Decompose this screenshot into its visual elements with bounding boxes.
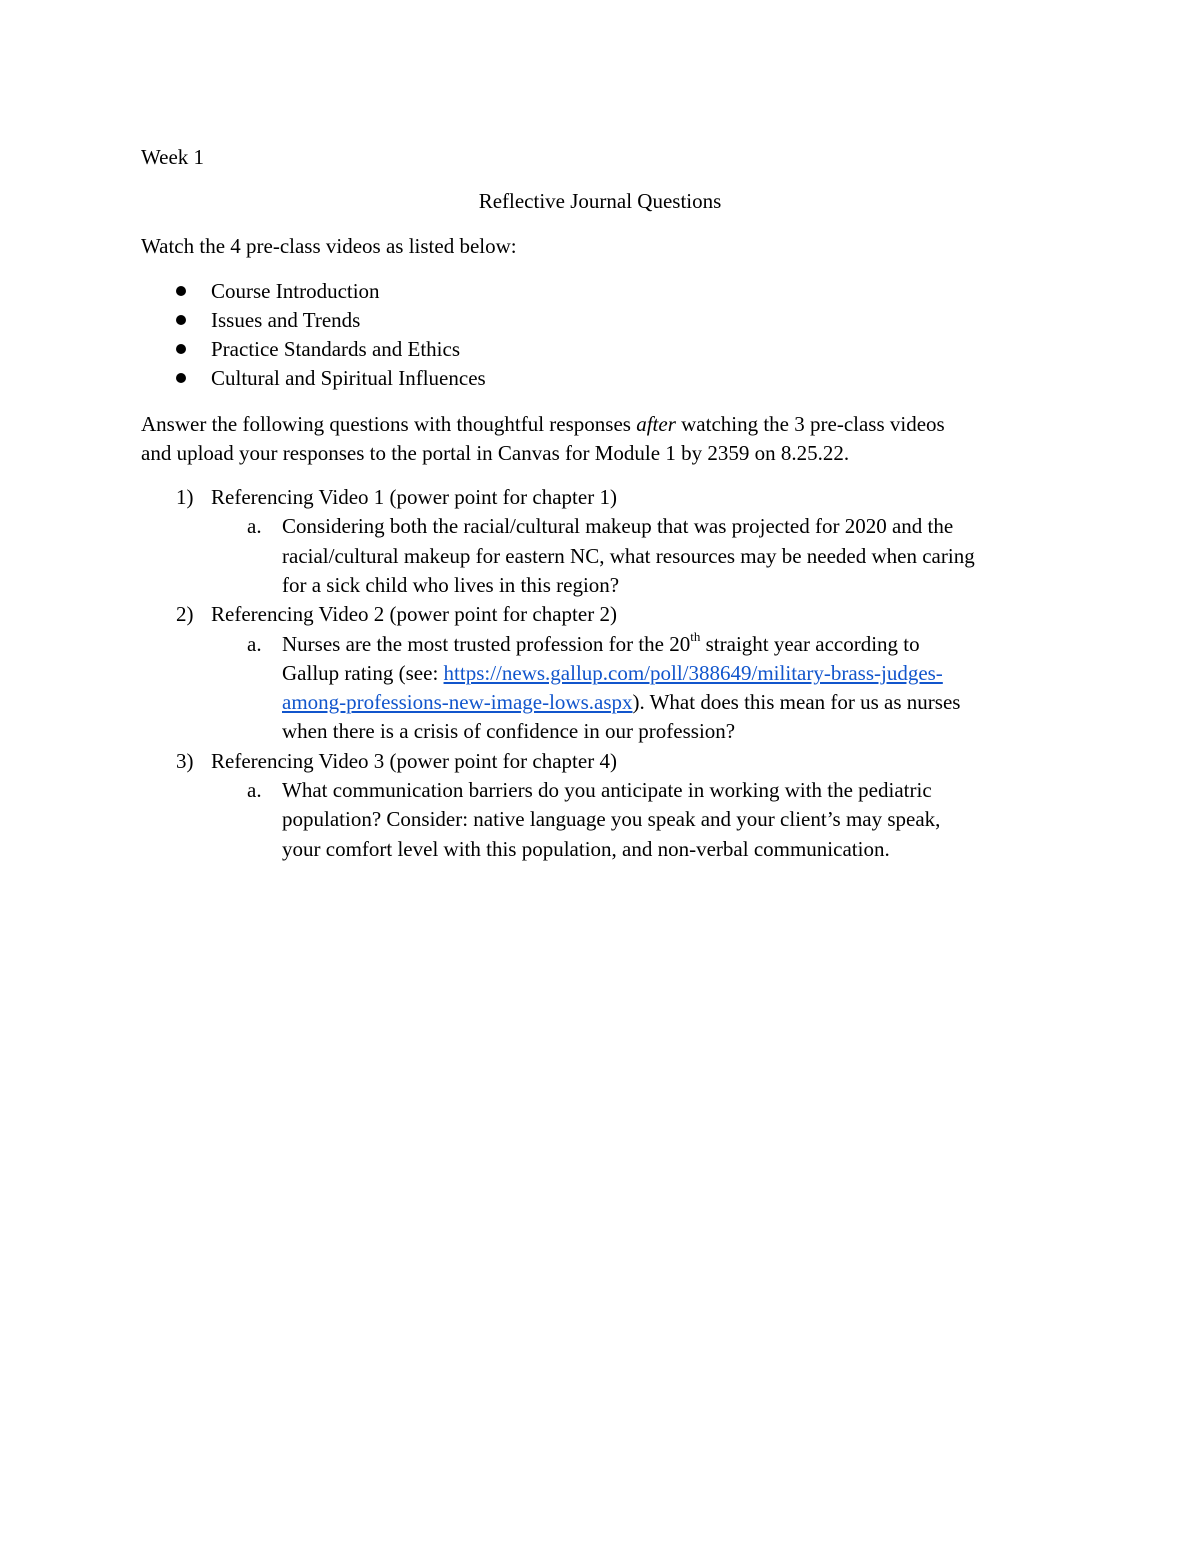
instructions-emphasis: after xyxy=(636,412,676,436)
sub-question-line: What communication barriers do you anticipate in working with the pediatric xyxy=(282,778,932,802)
intro-text: Watch the 4 pre-class videos as listed below: xyxy=(141,234,517,258)
bullet-icon xyxy=(176,286,186,296)
sub-question-line xyxy=(282,631,920,657)
sub-question-text: ). What does this mean for us as nurses xyxy=(632,690,961,714)
list-item: Practice Standards and Ethics xyxy=(211,337,461,361)
list-item: Course Introduction xyxy=(211,279,380,303)
question-number: 2) xyxy=(176,602,194,626)
sub-question-line: population? Consider: native language you speak and your client’s may speak, xyxy=(282,807,941,831)
instructions-text: Answer the following questions with thoughtful responses xyxy=(141,412,637,436)
sub-question-line: racial/cultural makeup for eastern NC, what resources may be needed when caring xyxy=(282,544,975,568)
sub-question-text: Nurses are the most trusted profession for the 20 xyxy=(282,632,691,656)
question-number: 3) xyxy=(176,749,194,773)
sub-question-line: when there is a crisis of confidence in our profession? xyxy=(282,719,736,743)
bullet-icon xyxy=(176,373,186,383)
document-title: Reflective Journal Questions xyxy=(478,189,722,213)
ordinal-suffix: th xyxy=(690,629,701,644)
sub-question-marker: a. xyxy=(247,632,262,656)
sub-question-text: straight year according to xyxy=(700,632,920,656)
bullet-icon xyxy=(176,315,186,325)
week-label: Week 1 xyxy=(141,145,205,169)
instructions-line-1 xyxy=(141,411,945,437)
question-heading: Referencing Video 3 (power point for chapter 4) xyxy=(211,749,617,773)
instructions-line-2: and upload your responses to the portal in Canvas for Module 1 by 2359 on 8.25.22. xyxy=(141,441,850,465)
gallup-link-continued[interactable]: among-professions-new-image-lows.aspx xyxy=(282,690,633,714)
question-number: 1) xyxy=(176,485,194,509)
instructions-text: watching the 3 pre-class videos xyxy=(675,412,945,436)
sub-question-line xyxy=(282,660,943,686)
list-item: Cultural and Spiritual Influences xyxy=(211,366,486,390)
sub-question-line xyxy=(282,689,960,715)
sub-question-marker: a. xyxy=(247,778,262,802)
sub-question-line: for a sick child who lives in this region? xyxy=(282,573,620,597)
sub-question-line: Considering both the racial/cultural makeup that was projected for 2020 and the xyxy=(282,514,954,538)
list-item: Issues and Trends xyxy=(211,308,361,332)
sub-question-marker: a. xyxy=(247,514,262,538)
question-heading: Referencing Video 2 (power point for chapter 2) xyxy=(211,602,617,626)
gallup-link[interactable]: https://news.gallup.com/poll/388649/military-brass-judges- xyxy=(443,661,943,685)
sub-question-text: Gallup rating (see: xyxy=(282,661,444,685)
question-heading: Referencing Video 1 (power point for chapter 1) xyxy=(211,485,617,509)
sub-question-line: your comfort level with this population, and non-verbal communication. xyxy=(282,837,890,861)
bullet-icon xyxy=(176,344,186,354)
